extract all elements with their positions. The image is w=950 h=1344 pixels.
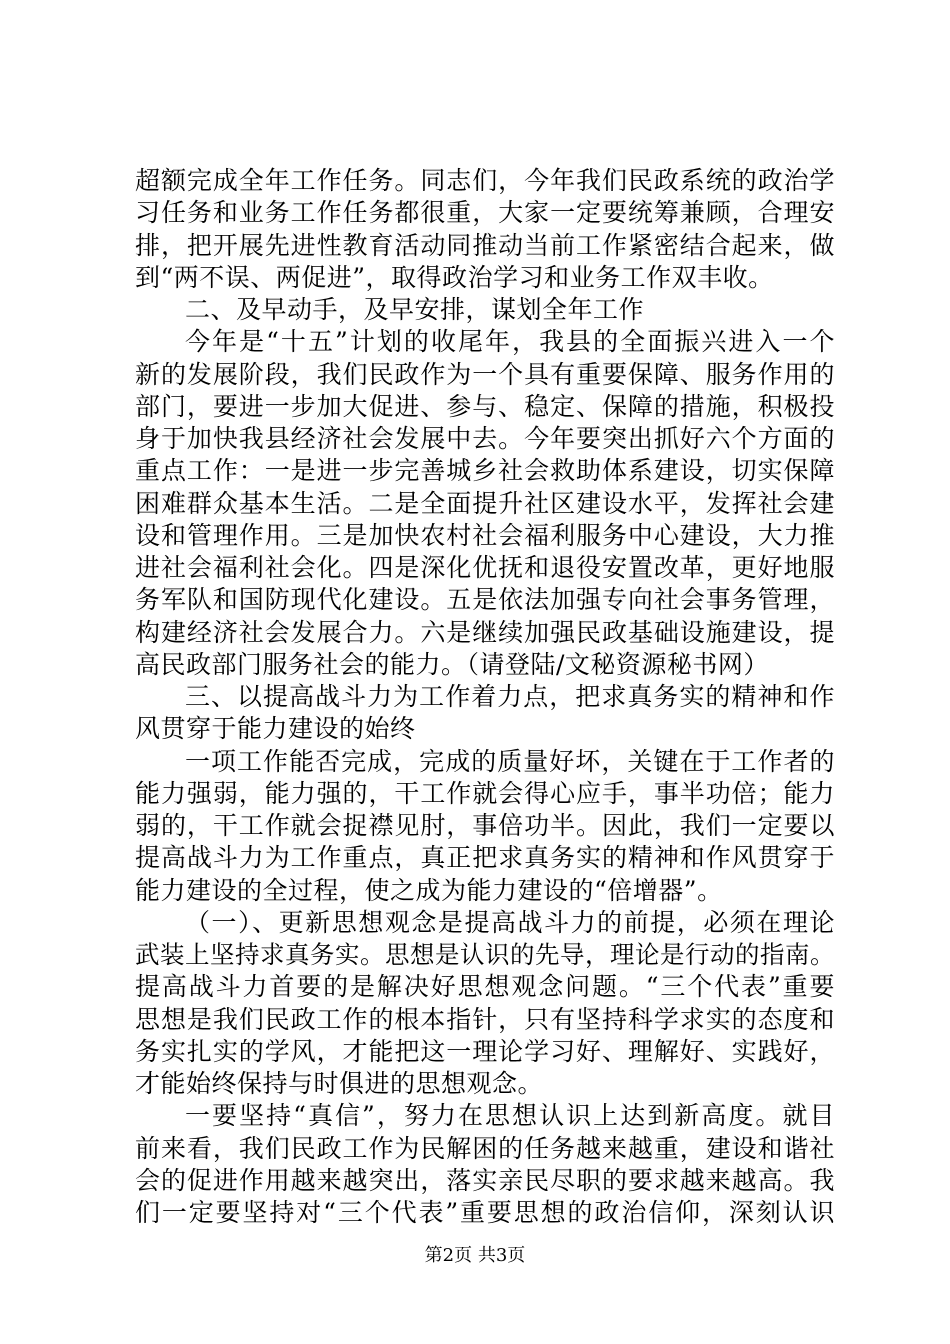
text-line: 务军队和国防现代化建设。五是依法加强专向社会事务管理，: [135, 585, 835, 615]
text-line: 会的促进作用越来越突出，落实亲民尽职的要求越来越高。我: [135, 1165, 835, 1195]
text-line: （一）、更新思想观念是提高战斗力的前提，必须在理论: [185, 907, 835, 937]
text-line: 能力强弱，能力强的，干工作就会得心应手，事半功倍；能力: [135, 778, 835, 808]
text-line: 风贯穿于能力建设的始终: [135, 714, 416, 744]
text-line: 进社会福利社会化。四是深化优抚和退役安置改革，更好地服: [135, 553, 835, 582]
text-line: 提高战斗力为工作重点，真正把求真务实的精神和作风贯穿于: [135, 843, 835, 873]
text-line: 弱的，干工作就会捉襟见肘，事倍功半。因此，我们一定要以: [135, 811, 835, 840]
document-body: [135, 165, 835, 1229]
text-line: 身于加快我县经济社会发展中去。今年要突出抓好六个方面的: [135, 424, 835, 453]
text-line: 高民政部门服务社会的能力。（请登陆/文秘资源秘书网）: [135, 649, 769, 679]
text-line: 思想是我们民政工作的根本指针，只有坚持科学求实的态度和: [135, 1004, 835, 1034]
text-line: 一项工作能否完成，完成的质量好坏，关键在于工作者的: [185, 746, 835, 776]
text-line: 务实扎实的学风，才能把这一理论学习好、理解好、实践好，: [135, 1036, 835, 1066]
text-line: 前来看，我们民政工作为民解困的任务越来越重，建设和谐社: [135, 1133, 835, 1163]
text-line: 二、及早动手，及早安排，谋划全年工作: [185, 295, 645, 324]
text-line: 习任务和业务工作任务都很重，大家一定要统筹兼顾，合理安: [135, 198, 835, 228]
text-line: 提高战斗力首要的是解决好思想观念问题。“三个代表”重要: [135, 972, 835, 1002]
text-line: 才能始终保持与时俱进的思想观念。: [135, 1069, 544, 1098]
text-line: 困难群众基本生活。二是全面提升社区建设水平，发挥社会建: [135, 488, 835, 518]
text-line: 部门，要进一步加大促进、参与、稳定、保障的措施，积极投: [135, 391, 835, 421]
text-line: 超额完成全年工作任务。同志们，今年我们民政系统的政治学: [135, 166, 835, 195]
text-line: 新的发展阶段，我们民政作为一个具有重要保障、服务作用的: [135, 359, 835, 389]
text-line: 们一定要坚持对“三个代表”重要思想的政治信仰，深刻认识: [135, 1198, 835, 1227]
text-line: 能力建设的全过程，使之成为能力建设的“倍增器”。: [135, 875, 723, 905]
text-line: 三、以提高战斗力为工作着力点，把求真务实的精神和作: [185, 682, 835, 711]
text-line: 到“两不误、两促进”，取得政治学习和业务工作双丰收。: [135, 262, 774, 292]
text-line: 设和管理作用。三是加快农村社会福利服务中心建设，大力推: [135, 520, 835, 550]
text-line: 重点工作：一是进一步完善城乡社会救助体系建设，切实保障: [135, 456, 835, 486]
text-line: 一要坚持“真信”，努力在思想认识上达到新高度。就目: [185, 1101, 835, 1131]
text-line: 排，把开展先进性教育活动同推动当前工作紧密结合起来，做: [135, 230, 835, 260]
text-line: 武装上坚持求真务实。思想是认识的先导，理论是行动的指南。: [135, 940, 835, 969]
text-line: 今年是“十五”计划的收尾年，我县的全面振兴进入一个: [185, 327, 835, 357]
page-footer: 第2页 共3页: [424, 1245, 526, 1266]
text-line: 构建经济社会发展合力。六是继续加强民政基础设施建设，提: [135, 617, 835, 647]
